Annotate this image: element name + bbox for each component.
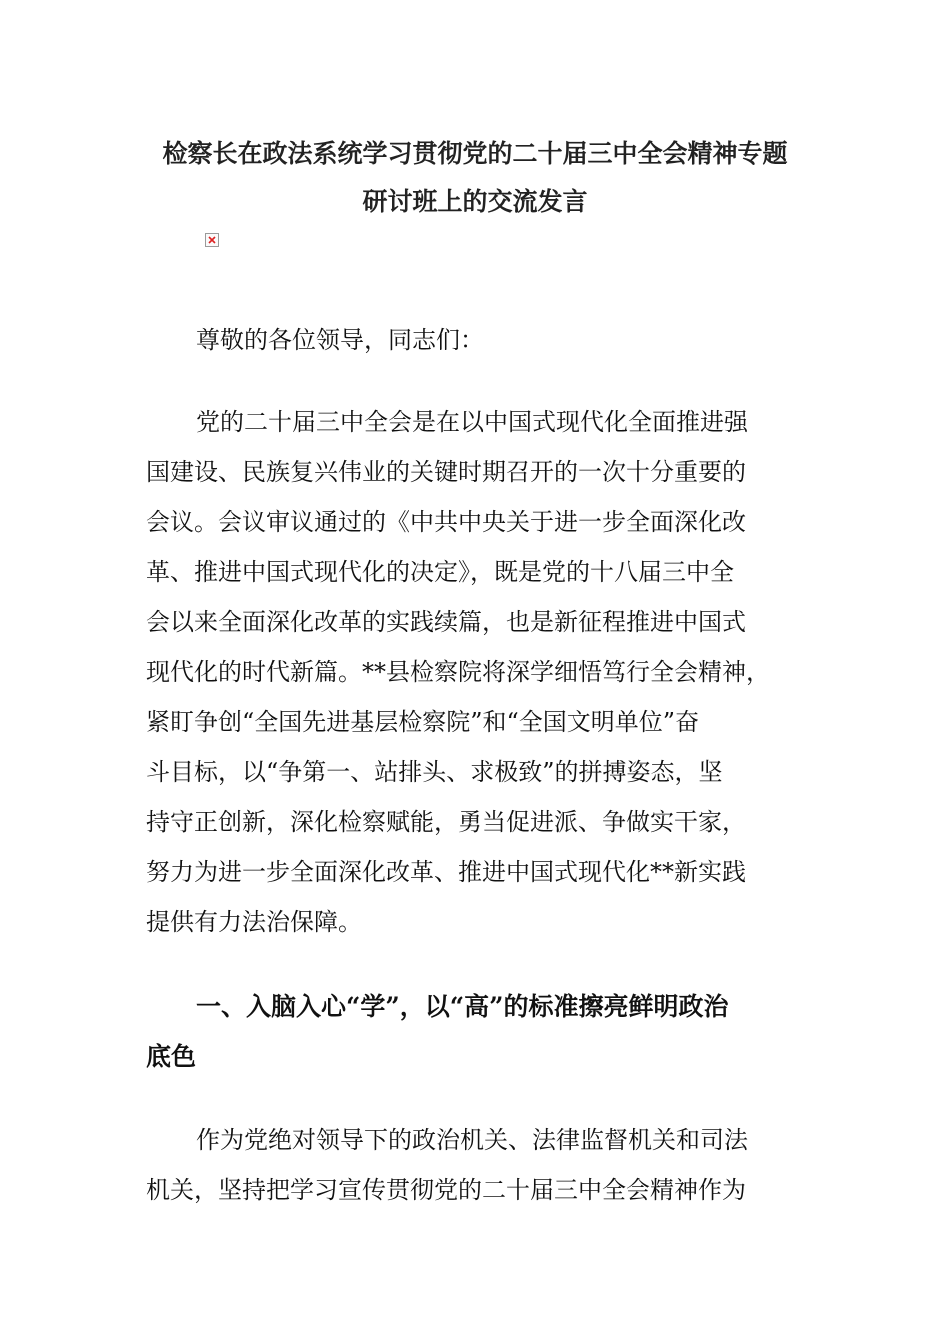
paragraph-line: 会以来全面深化改革的实践续篇，也是新征程推进中国式 bbox=[146, 608, 746, 636]
paragraph-line: 持守正创新，深化检察赋能，勇当促进派、争做实干家， bbox=[146, 808, 746, 836]
paragraph-line: 紧盯争创“全国先进基层检察院”和“全国文明单位”奋 bbox=[146, 708, 700, 736]
paragraph-line: 作为党绝对领导下的政治机关、法律监督机关和司法 bbox=[196, 1126, 748, 1154]
broken-image-icon bbox=[205, 233, 219, 247]
title-line-2: 研讨班上的交流发言 bbox=[362, 187, 588, 216]
title-line-1: 检察长在政法系统学习贯彻党的二十届三中全会精神专题 bbox=[162, 139, 788, 168]
section-heading-1 bbox=[146, 982, 806, 1082]
paragraph-line: 机关，坚持把学习宣传贯彻党的二十届三中全会精神作为 bbox=[146, 1176, 746, 1204]
paragraph-line: 斗目标，以“争第一、站排头、求极致”的拼搏姿态，坚 bbox=[146, 758, 723, 786]
paragraph-line: 努力为进一步全面深化改革、推进中国式现代化**新实践 bbox=[146, 858, 746, 886]
heading-line-2: 底色 bbox=[146, 1042, 197, 1071]
paragraph-intro bbox=[146, 397, 806, 947]
document-title bbox=[146, 130, 804, 226]
paragraph-line: 国建设、民族复兴伟业的关键时期召开的一次十分重要的 bbox=[146, 458, 746, 486]
salutation bbox=[146, 315, 806, 365]
heading-line-1: 一、入脑入心“学”，以“高”的标准擦亮鲜明政治 bbox=[196, 992, 729, 1021]
paragraph-line: 提供有力法治保障。 bbox=[146, 908, 362, 936]
paragraph-line: 党的二十届三中全会是在以中国式现代化全面推进强 bbox=[196, 408, 748, 436]
paragraph-line: 会议。会议审议通过的《中共中央关于进一步全面深化改 bbox=[146, 508, 746, 536]
salutation-text: 尊敬的各位领导，同志们： bbox=[196, 326, 484, 354]
paragraph-line: 革、推进中国式现代化的决定》，既是党的十八届三中全 bbox=[146, 558, 734, 586]
paragraph-section-1 bbox=[146, 1115, 806, 1215]
paragraph-line: 现代化的时代新篇。**县检察院将深学细悟笃行全会精神， bbox=[146, 658, 770, 686]
